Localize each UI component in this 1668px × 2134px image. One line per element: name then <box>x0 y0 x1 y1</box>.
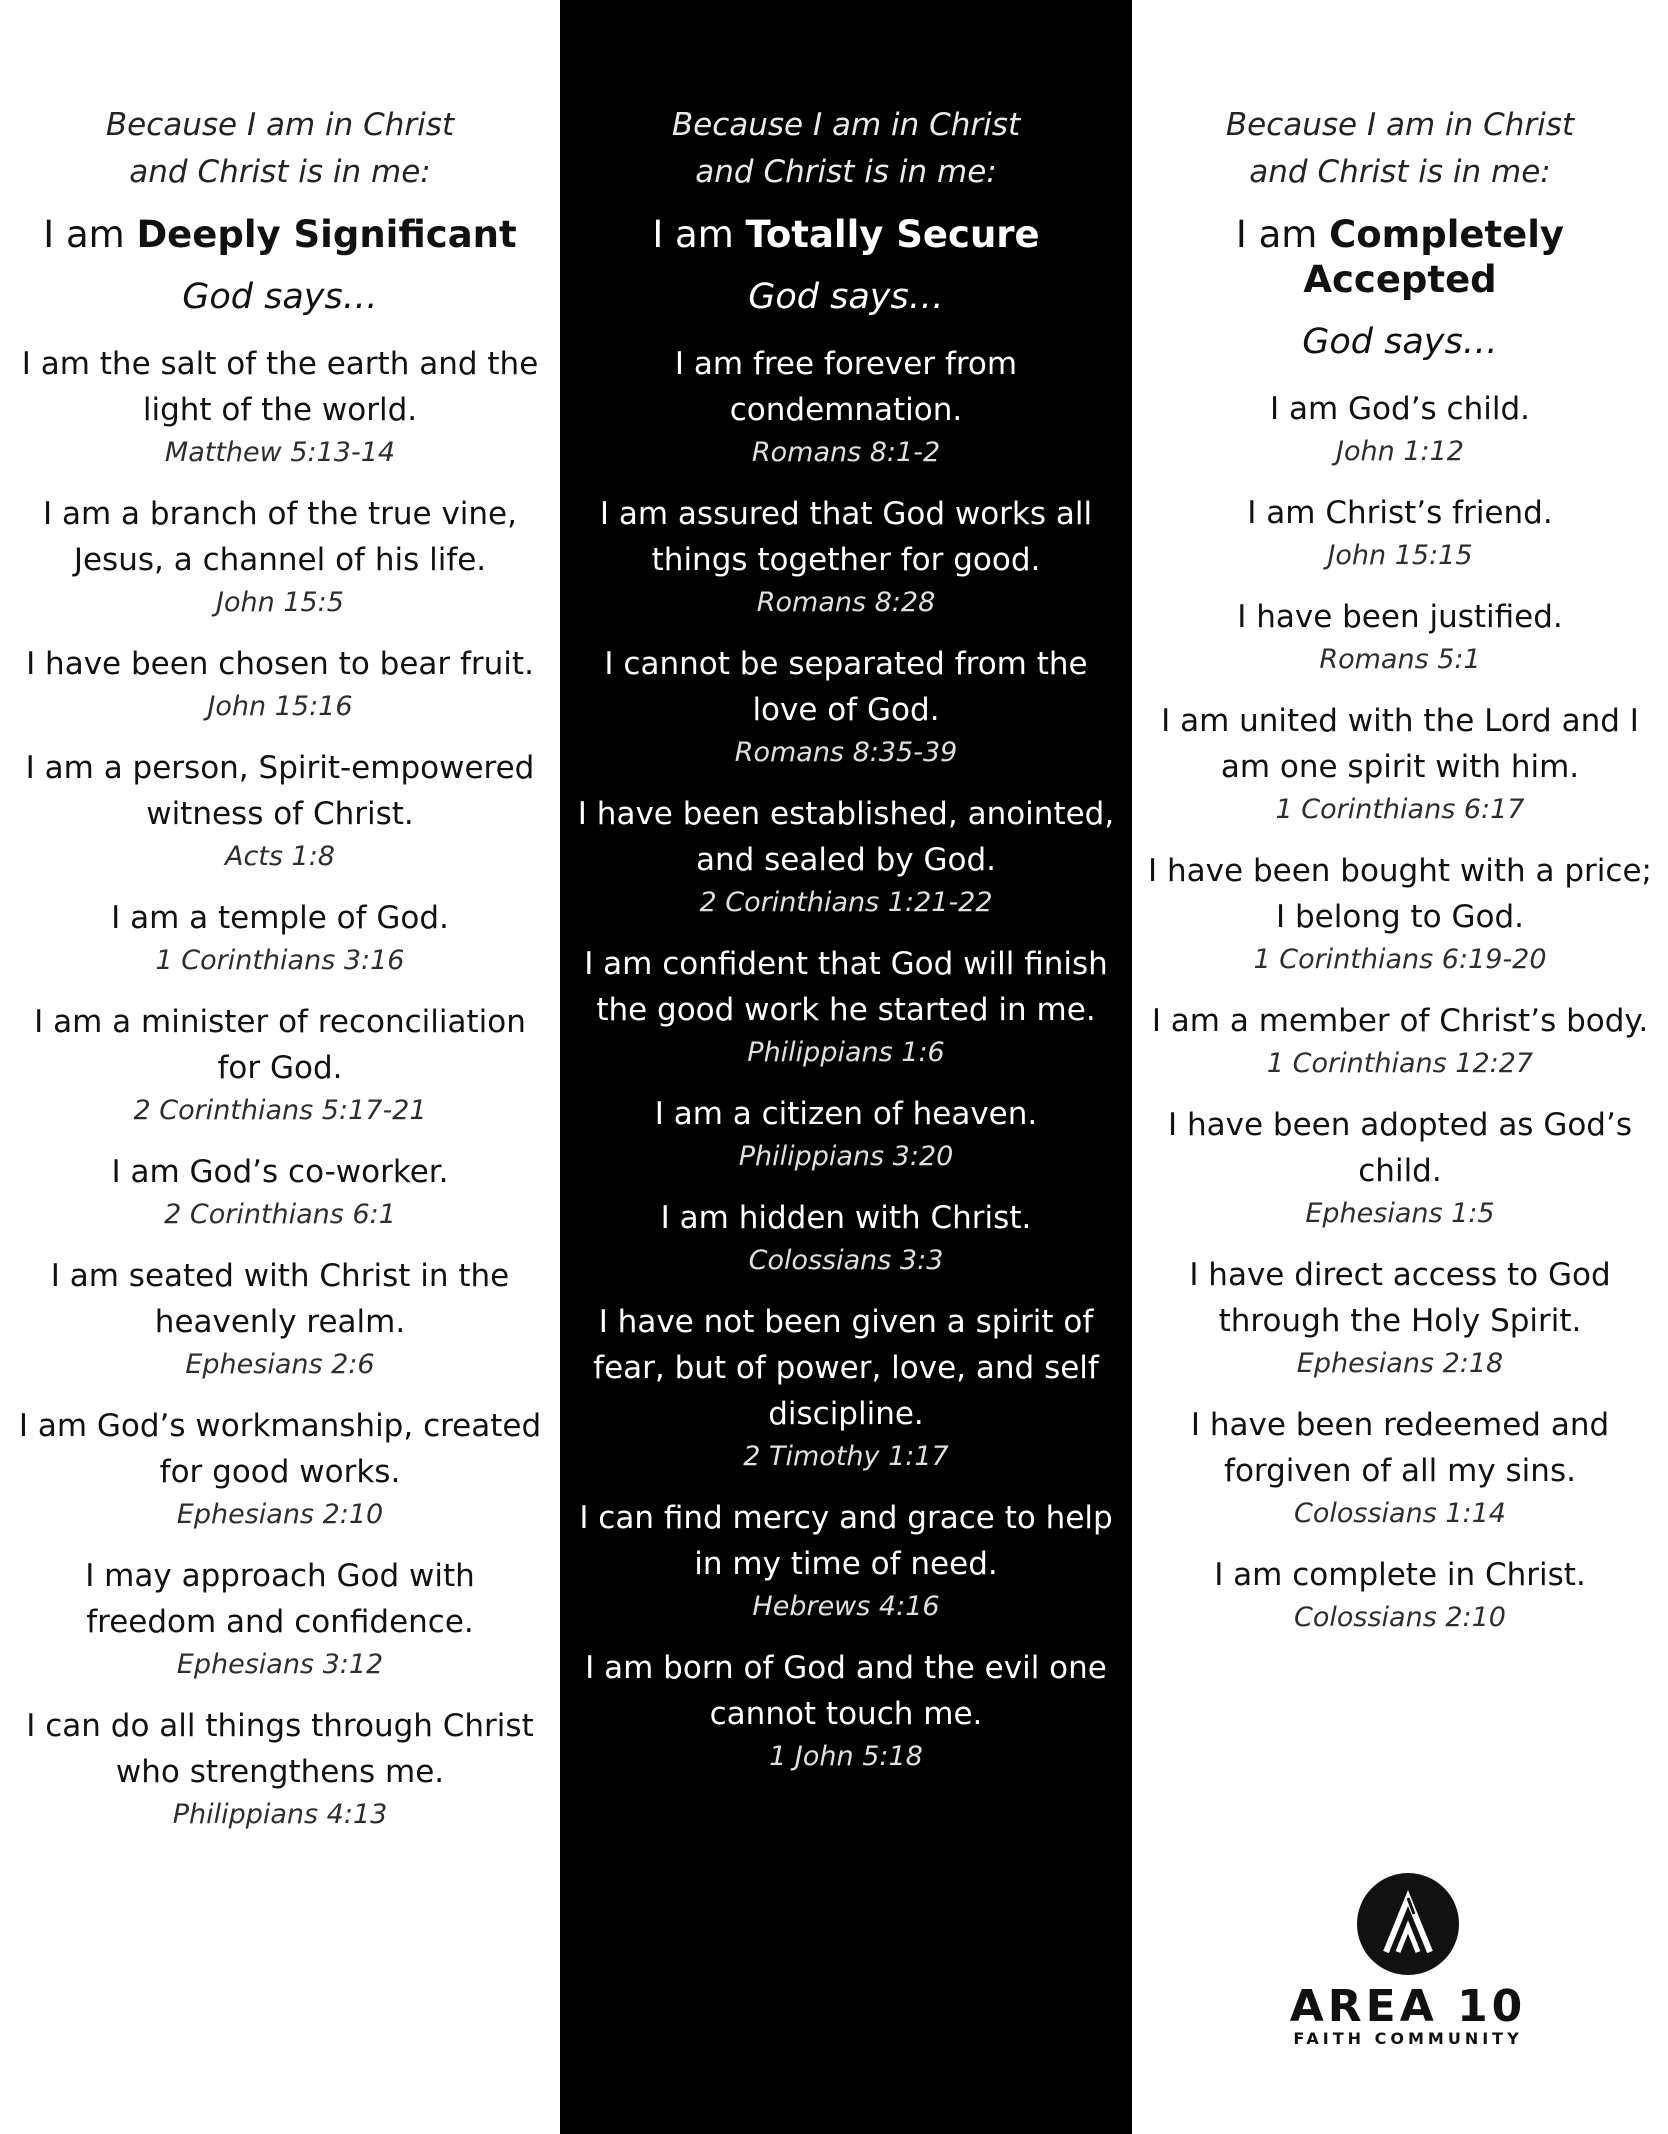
scripture-reference: 1 Corinthians 6:19-20 <box>1253 944 1547 975</box>
scripture-reference: Romans 8:28 <box>756 587 936 618</box>
affirmation-text: I have direct access to God through the Holy Spirit. <box>1189 1257 1611 1339</box>
affirmation-entry <box>18 1253 542 1385</box>
affirmation-text: I am a temple of God. <box>111 900 449 936</box>
affirmation-entry <box>1146 386 1654 472</box>
scripture-reference: 2 Corinthians 6:1 <box>164 1199 396 1230</box>
scripture-reference: Acts 1:8 <box>224 841 335 872</box>
scripture-reference: Philippians 3:20 <box>738 1141 954 1172</box>
affirmation-text: I am a branch of the true vine, Jesus, a channel of his life. <box>43 496 517 578</box>
affirmation-text: I am complete in Christ. <box>1214 1557 1586 1593</box>
affirmation-entry <box>1146 848 1654 980</box>
heading-bold: Completely Accepted <box>1303 213 1565 301</box>
affirmation-text: I have been established, anointed, and sealed by God. <box>577 796 1115 878</box>
intro-line-1: Because I am in Christ <box>105 107 455 143</box>
affirmation-text: I have been chosen to bear fruit. <box>26 646 534 682</box>
affirmation-entry <box>18 1403 542 1535</box>
affirmation-entry <box>1146 998 1654 1084</box>
scripture-reference: Romans 5:1 <box>1319 644 1481 675</box>
scripture-reference: Philippians 4:13 <box>172 1799 388 1830</box>
affirmation-entry <box>574 1195 1118 1281</box>
affirmation-entry <box>18 491 542 623</box>
logo-subtitle: FAITH COMMUNITY <box>1293 2029 1523 2048</box>
logo-name: AREA 10 <box>1289 1981 1527 2032</box>
affirmation-text: I am hidden with Christ. <box>660 1200 1032 1236</box>
scripture-reference: Ephesians 1:5 <box>1305 1198 1495 1229</box>
affirmation-entry <box>18 895 542 981</box>
affirmation-text: I am seated with Christ in the heavenly realm. <box>50 1258 510 1340</box>
affirmation-text: I am free forever from condemnation. <box>674 346 1018 428</box>
affirmation-entry <box>1146 490 1654 576</box>
scripture-reference: Ephesians 2:10 <box>176 1499 384 1530</box>
affirmation-entry <box>18 1703 542 1835</box>
scripture-reference: Romans 8:1-2 <box>751 437 941 468</box>
scripture-reference: 1 Corinthians 12:27 <box>1266 1048 1534 1079</box>
entries-list <box>1146 386 1654 1638</box>
affirmation-entry <box>574 1495 1118 1627</box>
affirmation-entry <box>18 341 542 473</box>
heading-bold: Deeply Significant <box>136 213 517 256</box>
intro-line-1: Because I am in Christ <box>1225 107 1575 143</box>
affirmation-text: I am confident that God will finish the good work he started in me. <box>584 946 1108 1028</box>
scripture-reference: John 15:15 <box>1327 540 1473 571</box>
scripture-reference: Ephesians 2:18 <box>1296 1348 1504 1379</box>
heading-prefix: I am <box>652 213 746 256</box>
scripture-reference: 1 Corinthians 6:17 <box>1275 794 1525 825</box>
affirmation-text: I have been bought with a price; I belong to God. <box>1148 853 1652 935</box>
god-says-label: God says… <box>182 277 378 317</box>
affirmation-text: I cannot be separated from the love of God. <box>604 646 1088 728</box>
god-says-label: God says… <box>1302 322 1498 362</box>
affirmation-entry <box>18 1553 542 1685</box>
heading-prefix: I am <box>1235 213 1330 256</box>
heading-bold: Totally Secure <box>745 213 1040 256</box>
scripture-reference: 2 Corinthians 5:17-21 <box>133 1095 427 1126</box>
affirmation-text: I have been redeemed and forgiven of all my sins. <box>1190 1407 1610 1489</box>
scripture-reference: Ephesians 2:6 <box>185 1349 375 1380</box>
affirmation-entry <box>574 341 1118 473</box>
affirmation-entry <box>18 999 542 1131</box>
affirmation-text: I am a minister of reconciliation for God. <box>34 1004 526 1086</box>
entries-list <box>18 341 542 1835</box>
scripture-reference: Romans 8:35-39 <box>734 737 958 768</box>
affirmation-entry <box>574 941 1118 1073</box>
affirmation-text: I am God’s co-worker. <box>111 1154 449 1190</box>
affirmation-entry <box>574 491 1118 623</box>
scripture-reference: John 1:12 <box>1336 436 1464 467</box>
scripture-reference: 2 Corinthians 1:21-22 <box>699 887 993 918</box>
affirmation-entry <box>1146 698 1654 830</box>
column-totally-secure <box>560 0 1132 2134</box>
intro-line-1: Because I am in Christ <box>671 107 1021 143</box>
affirmation-text: I am God’s child. <box>1269 391 1531 427</box>
affirmation-entry <box>574 791 1118 923</box>
affirmation-text: I may approach God with freedom and confidence. <box>85 1558 475 1640</box>
affirmation-text: I am the salt of the earth and the light of the world. <box>21 346 539 428</box>
area10-a-logo-icon <box>1356 1872 1460 1976</box>
affirmation-text: I am God’s workmanship, created for good works. <box>18 1408 542 1490</box>
affirmation-entry <box>574 1091 1118 1177</box>
affirmation-entry <box>18 1149 542 1235</box>
affirmation-text: I am a member of Christ’s body. <box>1151 1003 1649 1039</box>
affirmation-text: I have been justified. <box>1237 599 1563 635</box>
column-heading <box>1146 212 1654 302</box>
scripture-reference: Matthew 5:13-14 <box>164 437 396 468</box>
intro-line-2: and Christ is in me: <box>1249 154 1551 190</box>
affirmation-entry <box>1146 1402 1654 1534</box>
scripture-reference: John 15:16 <box>207 691 353 722</box>
affirmation-text: I am united with the Lord and I am one spirit with him. <box>1161 703 1639 785</box>
affirmation-entry <box>574 641 1118 773</box>
god-says-label: God says… <box>748 277 944 317</box>
column-heading <box>18 212 542 257</box>
affirmation-text: I have been adopted as God’s child. <box>1168 1107 1632 1189</box>
scripture-reference: John 15:5 <box>216 587 344 618</box>
intro-line-2: and Christ is in me: <box>695 154 997 190</box>
scripture-reference: Colossians 1:14 <box>1294 1498 1506 1529</box>
column-deeply-significant <box>0 0 560 2134</box>
affirmation-text: I can do all things through Christ who strengthens me. <box>26 1708 534 1790</box>
affirmation-text: I am a person, Spirit-empowered witness of Christ. <box>25 750 535 832</box>
affirmation-entry <box>1146 1252 1654 1384</box>
affirmation-entry <box>1146 594 1654 680</box>
scripture-reference: 2 Timothy 1:17 <box>743 1441 949 1472</box>
affirmation-entry <box>18 745 542 877</box>
scripture-reference: Colossians 2:10 <box>1294 1602 1506 1633</box>
intro-line-2: and Christ is in me: <box>129 154 431 190</box>
scripture-reference: Philippians 1:6 <box>747 1037 945 1068</box>
heading-prefix: I am <box>43 213 137 256</box>
scripture-reference: Hebrews 4:16 <box>752 1591 940 1622</box>
entries-list <box>574 341 1118 1777</box>
affirmation-text: I am Christ’s friend. <box>1247 495 1553 531</box>
scripture-reference: 1 John 5:18 <box>769 1741 923 1772</box>
affirmation-entry <box>1146 1102 1654 1234</box>
column-completely-accepted <box>1132 0 1668 2134</box>
affirmation-entry <box>574 1645 1118 1777</box>
affirmation-text: I can find mercy and grace to help in my time of need. <box>579 1500 1113 1582</box>
affirmation-entry <box>574 1299 1118 1477</box>
scripture-reference: Colossians 3:3 <box>748 1245 944 1276</box>
affirmation-entry <box>1146 1552 1654 1638</box>
column-heading <box>574 212 1118 257</box>
affirmation-text: I am born of God and the evil one cannot touch me. <box>585 1650 1107 1732</box>
affirmation-text: I am assured that God works all things together for good. <box>599 496 1093 578</box>
scripture-reference: Ephesians 3:12 <box>176 1649 384 1680</box>
affirmation-text: I am a citizen of heaven. <box>654 1096 1038 1132</box>
scripture-reference: 1 Corinthians 3:16 <box>155 945 405 976</box>
affirmation-text: I have not been given a spirit of fear, but of power, love, and self discipline. <box>593 1304 1099 1432</box>
area10-logo <box>1258 1872 1558 2072</box>
affirmation-entry <box>18 641 542 727</box>
